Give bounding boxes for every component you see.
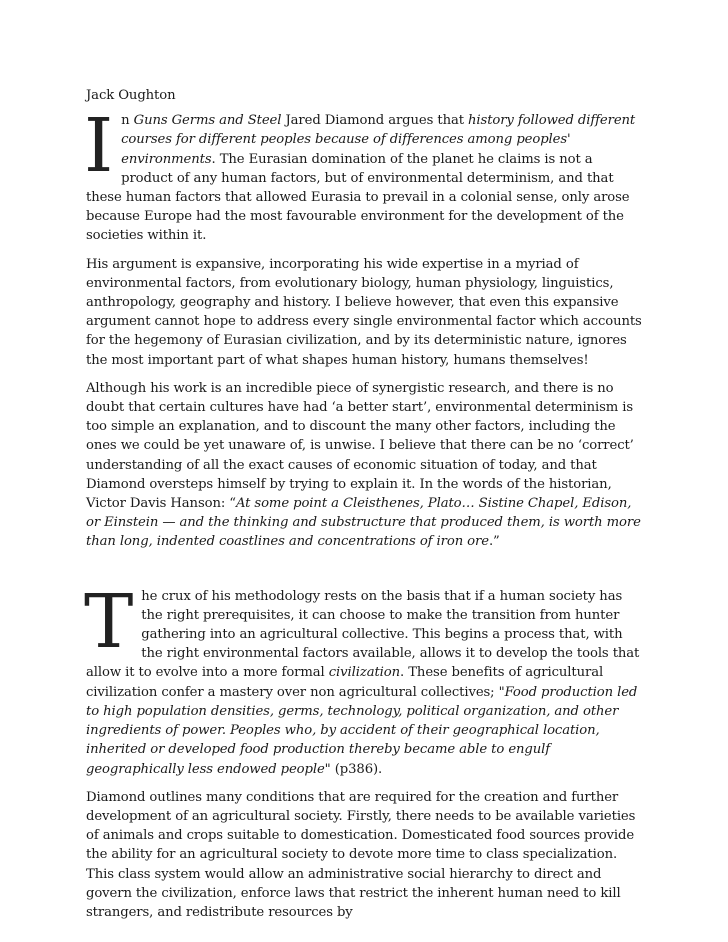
para1-text-3: . The Eurasian domination of the planet he claims is not a product of any human factors, but of environmental determinism, and that these human factors that allowed Eurasia to prevail in a colonial sense, only arose because Europe had the most favourable environment for the development of the societies within it. <box>86 151 630 244</box>
diamond-quote: Food production led to high population densities, germs, technology, political organization, and other ingredients of power. Peoples who, by accident of their geographical location, inherited or developed food production thereby became able to engulf geographically less endowed people" <box>86 684 638 777</box>
para4-text-2: . These benefits of agricultural civilization confer a mastery over non agricultural collectives; " <box>86 665 604 700</box>
document-page <box>86 86 642 931</box>
paragraph-methodology <box>84 578 642 779</box>
para4-text-3: (p386). <box>330 761 383 777</box>
drop-cap-i: I <box>84 103 114 190</box>
paragraph-argument: His argument is expansive, incorporating his wide expertise in a myriad of environmental factors, from evolutionary biology, human physiology, linguistics, anthropology, geography and history. I believe however, that even this expansive argument cannot hope to address every single environmental factor which accounts for the hegemony of Eurasian civilization, and by its deterministic nature, ignores the most important part of what shapes human history, humans themselves! <box>86 256 642 368</box>
section-spacer <box>86 561 642 587</box>
hanson-quote: At some point a Cleisthenes, Plato… Sistine Chapel, Edison, or Einstein — and the thinking and substructure that produced them, is worth more than long, indented coastlines and concentrations of iron ore <box>86 496 641 550</box>
para1-quote: history followed different courses for different peoples because of differences among peoples' environments <box>121 113 636 167</box>
para3-text-2: .” <box>488 534 500 550</box>
para3-text-1: Although his work is an incredible piece of synergistic research, and there is no doubt that certain cultures have had ‘a better start’, environmental determinism is too simple an explanation, and to discount the many other factors, including the ones we could be yet unaware of, is unwise. I believe that there can be no ‘correct’ understanding of all the exact causes of economic situation of today, and that Diamond oversteps himself by trying to explain it. In the words of the historian, Victor Davis Hanson: “ <box>86 380 634 512</box>
paragraph-critique <box>86 379 642 552</box>
para4-text-1: he crux of his methodology rests on the basis that if a human society has the right prerequisites, it can choose to make the transition from hunter gathering into an agricultural collective. This begins a process that, with the right environmental factors available, allows it to develop the tools that allow it to evolve into a more formal <box>86 588 640 681</box>
book-title: Guns Germs and Steel <box>133 113 282 129</box>
civilization-word: civilization <box>328 665 401 681</box>
paragraph-intro <box>84 103 642 245</box>
paragraph-conditions: Diamond outlines many conditions that are required for the creation and further development of an agricultural society. Firstly, there needs to be available varieties of animals and crops suitable to domestication. Domesticated food sources provide the ability for an agricultural society to devote more time to class specialization. This class system would allow an administrative social hierarchy to direct and govern the civilization, enforce laws that restrict the inherent human need to kill strangers, and redistribute resources by <box>86 789 636 920</box>
para1-text-2: Jared Diamond argues that <box>281 113 469 129</box>
drop-cap-t: T <box>84 578 134 665</box>
para1-text-1: n <box>121 113 134 129</box>
author-name: Jack Oughton <box>86 88 176 103</box>
